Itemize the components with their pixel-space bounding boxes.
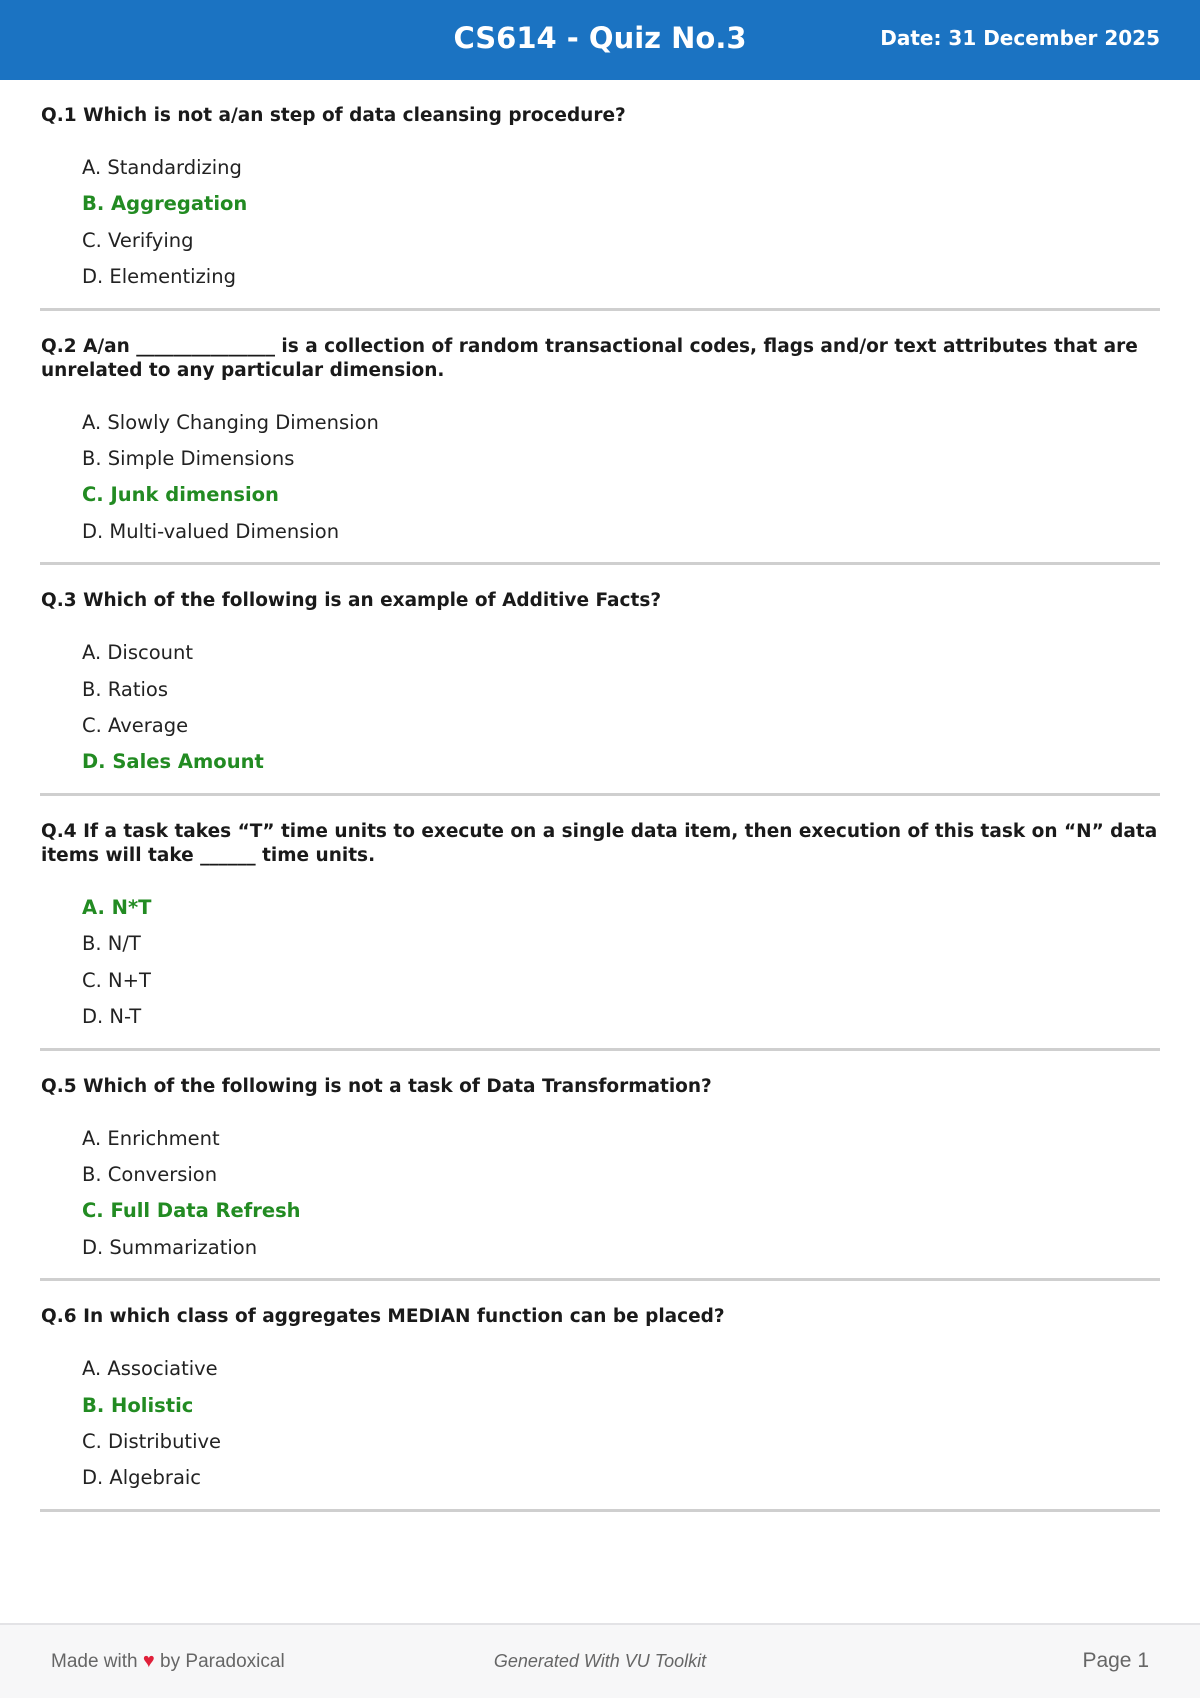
- question-list: [40, 80, 1160, 1512]
- option-item: A. Slowly Changing Dimension: [82, 410, 379, 434]
- option-item: B. N/T: [82, 932, 141, 956]
- heart-icon: ♥: [142, 1650, 155, 1672]
- option-list: [41, 868, 1159, 1048]
- option-item: C. Distributive: [82, 1429, 222, 1453]
- question-block: [40, 1281, 1160, 1512]
- question-text: Q.1 Which is not a/an step of data cleansing procedure?: [41, 105, 626, 126]
- option-item-correct: B. Holistic: [82, 1393, 194, 1417]
- quiz-header: [0, 0, 1200, 80]
- generated-with-text: Generated With VU Toolkit: [493, 1651, 707, 1671]
- option-item: B. Simple Dimensions: [82, 447, 295, 471]
- option-item: C. Average: [82, 714, 189, 738]
- question-block: [40, 311, 1160, 566]
- option-item: B. Ratios: [82, 677, 168, 701]
- option-item: C. N+T: [82, 968, 151, 992]
- question-text: Q.2 A/an _______________ is a collection of random transactional codes, flags and/or text attributes that are unrelated to any particular dimension.: [41, 335, 1138, 381]
- option-list: [41, 1099, 1159, 1279]
- question-block: [40, 1051, 1160, 1282]
- question-text: Q.6 In which class of aggregates MEDIAN function can be placed?: [41, 1306, 725, 1328]
- option-item: D. N-T: [82, 1005, 142, 1029]
- made-with-text: Made with: [51, 1651, 138, 1672]
- quiz-date: Date: 31 December 2025: [880, 26, 1160, 50]
- option-item-correct: B. Aggregation: [82, 192, 248, 216]
- question-text: Q.5 Which of the following is not a task of Data Transformation?: [41, 1075, 712, 1097]
- option-item: A. Associative: [82, 1357, 218, 1381]
- option-item: D. Algebraic: [82, 1466, 202, 1490]
- question-block: [40, 796, 1160, 1051]
- question-text: Q.3 Which of the following is an example of Additive Facts?: [41, 590, 662, 612]
- option-item: D. Multi-valued Dimension: [82, 519, 340, 543]
- option-list: [41, 383, 1159, 563]
- option-item-correct: D. Sales Amount: [82, 750, 264, 774]
- question-text: Q.4 If a task takes “T” time units to execute on a single data item, then execution of this task on “N” data items will take ______ time units.: [41, 820, 1158, 866]
- option-item: D. Summarization: [82, 1235, 258, 1259]
- option-item: A. Enrichment: [82, 1126, 220, 1150]
- option-list: [41, 1329, 1159, 1509]
- option-list: [41, 128, 1159, 308]
- author-text: by Paradoxical: [160, 1651, 285, 1672]
- option-item: D. Elementizing: [82, 265, 236, 289]
- option-item: A. Standardizing: [82, 156, 242, 179]
- option-item-correct: C. Junk dimension: [82, 483, 279, 507]
- page-title: CS614 - Quiz No.3: [453, 21, 747, 55]
- option-item: A. Discount: [82, 641, 194, 665]
- option-item: C. Verifying: [82, 228, 194, 252]
- option-item: B. Conversion: [82, 1162, 218, 1186]
- question-block: [40, 80, 1160, 311]
- question-block: [40, 565, 1160, 796]
- page-number: Page 1: [1082, 1649, 1149, 1672]
- option-item-correct: A. N*T: [82, 895, 152, 919]
- option-item-correct: C. Full Data Refresh: [82, 1199, 301, 1223]
- page-footer: [0, 1623, 1200, 1698]
- option-list: [41, 613, 1159, 793]
